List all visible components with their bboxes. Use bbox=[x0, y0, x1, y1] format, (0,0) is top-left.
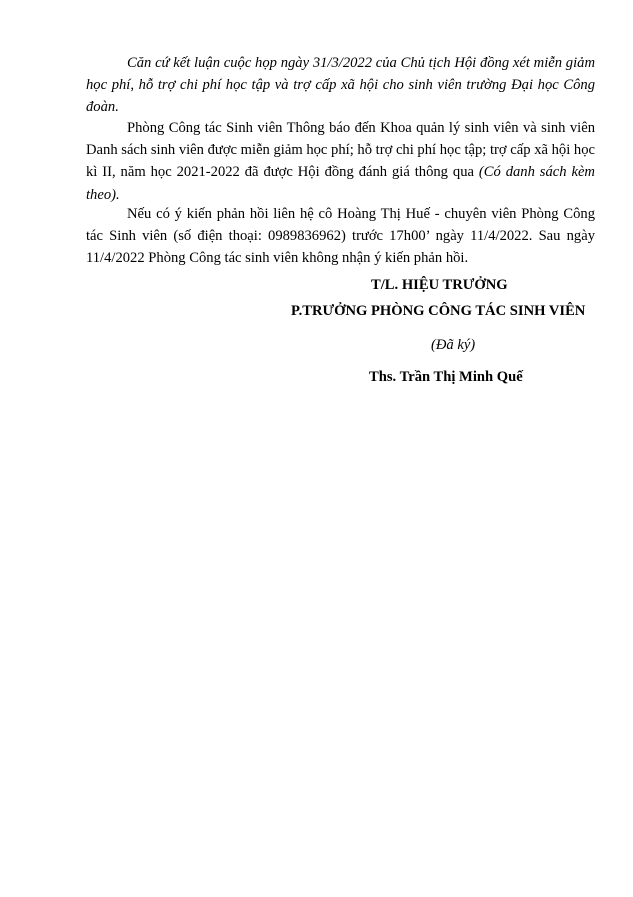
paragraph-announcement-text: Phòng Công tác Sinh viên Thông báo đến Khoa quản lý sinh viên và sinh viên Danh sách sinh viên được miễn giảm học phí; hỗ trợ chi phí học tập; trợ cấp xã hội học kì II, năm học 2021-2022 đã được Hội đồng đánh giá thông qua bbox=[86, 120, 595, 181]
paragraph-basis: Căn cứ kết luận cuộc họp ngày 31/3/2022 của Chủ tịch Hội đồng xét miễn giảm học phí, hỗ trợ chi phí học tập và trợ cấp xã hội cho sinh viên trường Đại học Công đoàn. bbox=[86, 55, 595, 116]
signature-title-line: P.TRƯỞNG PHÒNG CÔNG TÁC SINH VIÊN bbox=[291, 303, 586, 319]
signer-name: Ths. Trần Thị Minh Quế bbox=[369, 369, 523, 385]
signed-note: (Đã ký) bbox=[431, 337, 476, 353]
signature-authority-line: T/L. HIỆU TRƯỞNG bbox=[371, 277, 508, 293]
paragraph-announcement-attachment-note: (Có danh sách kèm theo). bbox=[86, 164, 595, 203]
paragraph-feedback: Nếu có ý kiến phản hồi liên hệ cô Hoàng Thị Huế - chuyên viên Phòng Công tác Sinh viên (số điện thoại: 0989836962) trước 17h00’ ngày 11/4/2022. Sau ngày 11/4/2022 Phòng Công tác sinh viên không nhận ý kiến phản hồi. bbox=[86, 206, 595, 267]
paragraph-announcement bbox=[86, 117, 595, 206]
